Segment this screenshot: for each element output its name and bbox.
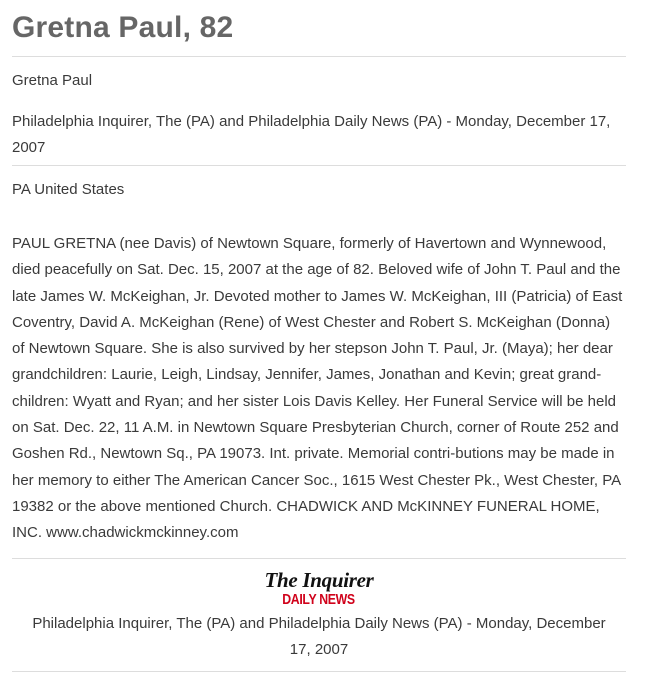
divider	[12, 56, 626, 57]
logo-line-1: The Inquirer	[264, 567, 374, 592]
obituary-article	[12, 0, 626, 672]
publication-footer	[12, 559, 626, 663]
inquirer-daily-news-logo	[264, 569, 373, 608]
obituary-body: PAUL GRETNA (nee Davis) of Newtown Square, formerly of Havertown and Wynnewood, died peacefully on Sat. Dec. 15, 2007 at the age of 82. Beloved wife of John T. Paul and the late James W. McKeighan, Jr. Devoted mother to James W. McKeighan, III (Patricia) of East Coventry, David A. McKeighan (Rene) of West Chester and Robert S. McKeighan (Donna) of Newtown Square. She is also survived by her stepson John T. Paul, Jr. (Maya); her dear grandchildren: Laurie, Leigh, Lindsay, Jennifer, James, Jonathan and Kevin; great grand-children: Wyatt and Ryan; and her sister Lois Davis Kelley. Her Funeral Service will be held on Sat. Dec. 22, 11 A.M. in Newtown Square Presbyterian Church, corner of Route 252 and Goshen Rd., Newtown Sq., PA 19073. Int. private. Memorial contri-butions may be made in her memory to either The American Cancer Soc., 1615 West Chester Pk., West Chester, PA 19382 or the above mentioned Church. CHADWICK AND McKINNEY FUNERAL HOME, INC. www.chadwickmckinney.com	[12, 235, 623, 542]
deceased-name: Gretna Paul	[12, 72, 93, 89]
divider	[12, 671, 626, 672]
logo-line-2: DAILY NEWS	[282, 590, 356, 608]
divider	[12, 165, 626, 166]
location: PA United States	[12, 181, 125, 198]
footer-source: Philadelphia Inquirer, The (PA) and Philadelphia Daily News (PA) - Monday, December 17, 2007	[32, 614, 606, 658]
publication-source: Philadelphia Inquirer, The (PA) and Philadelphia Daily News (PA) - Monday, December 17, 2007	[12, 113, 611, 156]
page-title: Gretna Paul, 82	[12, 11, 234, 44]
